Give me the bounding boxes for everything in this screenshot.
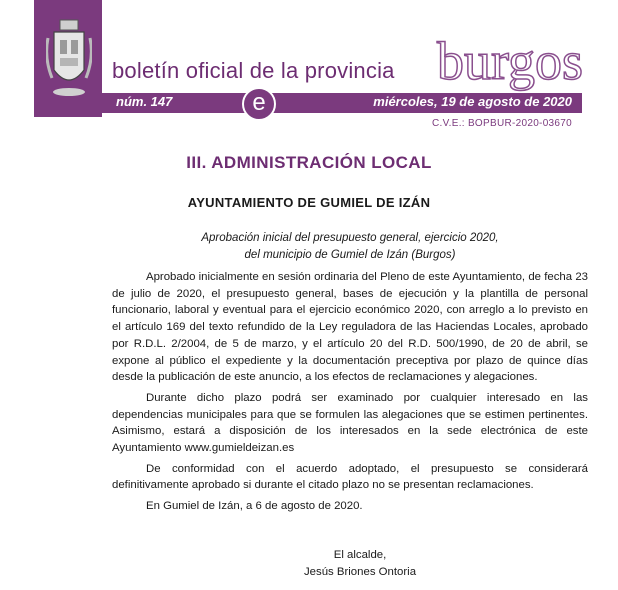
section-heading: III. ADMINISTRACIÓN LOCAL (186, 153, 432, 172)
province-wordmark: burgos (437, 31, 584, 91)
issue-date: miércoles, 19 de agosto de 2020 (373, 94, 572, 109)
body-paragraph: Durante dicho plazo podrá ser examinado por cualquier interesado en las dependencias municipales para que se formulen las alegaciones que se estimen pertinentes. Asimismo, estará a disposición de los interesados en la sede electrónica de este Ayuntamiento www.gumieldeizan.es (112, 391, 588, 455)
issue-number: núm. 147 (116, 94, 173, 109)
signature-role: El alcalde, (333, 549, 387, 561)
signature-block (260, 547, 460, 581)
subtitle-line: del municipio de Gumiel de Izán (Burgos) (244, 249, 456, 261)
coat-of-arms-icon (46, 18, 92, 98)
body-paragraph: En Gumiel de Izán, a 6 de agosto de 2020. (146, 500, 363, 513)
body-paragraph: Aprobado inicialmente en sesión ordinaria del Pleno de este Ayuntamiento, de fecha 23 de julio de 2020, el presupuesto general, bases de ejecución y la plantilla de personal funcionario, laboral y eventual para el ejercicio económico 2020, con arreglo a lo previsto en el artículo 169 del texto refundido de la Ley reguladora de las Haciendas Locales, aprobado por R.D.L. 2/2004, de 5 de marzo, y el artículo 20 del R.D. 500/1990, de 20 de abril, se expone al público el expediente y la documentación preceptiva por plazo de quince días desde la publicación de este anuncio, a los efectos de reclamaciones y alegaciones. (112, 271, 588, 384)
announcement-body (112, 269, 588, 519)
signature-name: Jesús Briones Ontoria (303, 566, 417, 578)
e-logo-icon: e (242, 87, 276, 121)
entity-heading: AYUNTAMIENTO DE GUMIEL DE IZÁN (187, 195, 431, 210)
announcement-subtitle (112, 230, 588, 264)
subtitle-line: Aprobación inicial del presupuesto general, ejercicio 2020, (201, 232, 499, 244)
bulletin-title: boletín oficial de la provincia (112, 58, 395, 83)
cve-code: C.V.E.: BOPBUR-2020-03670 (432, 118, 572, 129)
body-paragraph: De conformidad con el acuerdo adoptado, el presupuesto se considerará definitivamente aprobado si durante el citado plazo no se presentan reclamaciones. (112, 462, 588, 492)
